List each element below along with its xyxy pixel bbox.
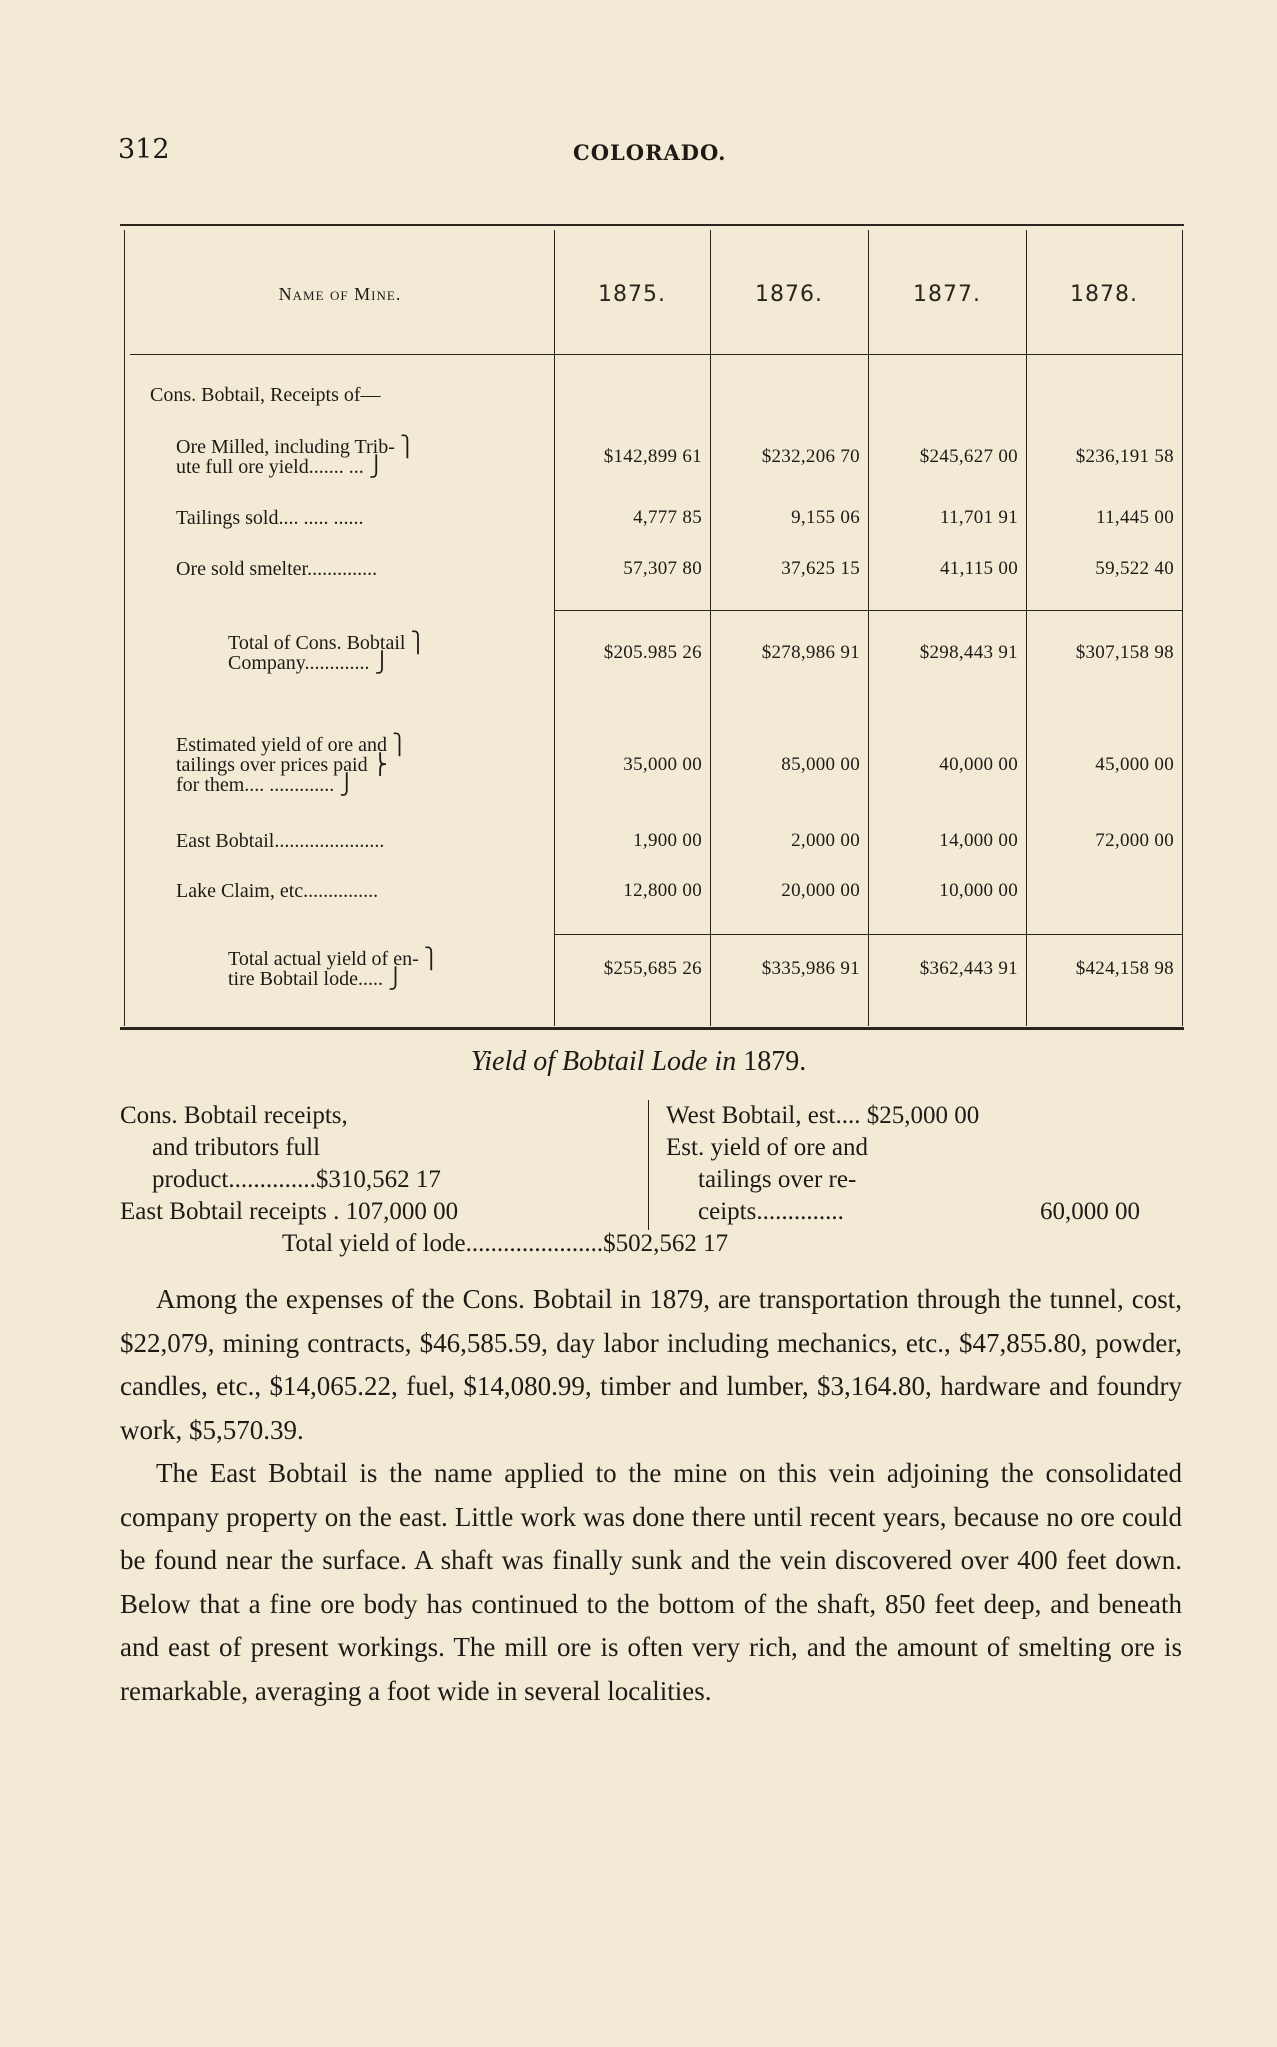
cell-1875: $255,685 26 bbox=[603, 958, 702, 979]
col-rule-4 bbox=[1026, 230, 1027, 1026]
table-bottom-rule bbox=[120, 1027, 1184, 1030]
cell-1877: 11,701 91 bbox=[940, 507, 1018, 528]
running-head bbox=[118, 134, 1180, 174]
cell-1877: $298,443 91 bbox=[919, 642, 1018, 663]
page-number: 312 bbox=[118, 134, 170, 165]
cell-1878: 72,000 00 bbox=[1095, 830, 1174, 851]
cell-1875: 1,900 00 bbox=[633, 830, 702, 851]
yield-right-line: tailings over re- bbox=[698, 1166, 857, 1193]
row-label-line: Ore sold smelter.............. bbox=[176, 558, 378, 580]
row-label-line: for them.... ............. ⎭ bbox=[176, 774, 355, 796]
cell-1876: $232,206 70 bbox=[761, 446, 860, 467]
cell-1876: $278,986 91 bbox=[761, 642, 860, 663]
cell-1876: 20,000 00 bbox=[781, 880, 860, 901]
col-rule-1 bbox=[554, 230, 555, 1026]
yield-total-line: Total yield of lode......................$502,562 17 bbox=[282, 1230, 729, 1257]
col-header-1878: 1878. bbox=[1070, 281, 1138, 307]
cell-1876: 85,000 00 bbox=[781, 754, 860, 775]
col-header-name: Name of Mine. bbox=[278, 283, 402, 304]
row-label-line: East Bobtail...................... bbox=[176, 830, 385, 852]
yield-table bbox=[120, 224, 1184, 1030]
table-top-rule bbox=[120, 224, 1184, 226]
cell-1875: $142,899 61 bbox=[603, 446, 702, 467]
row-label-line: Ore Milled, including Trib- ⎫ bbox=[176, 436, 415, 458]
yield-left-line: product..............$310,562 17 bbox=[152, 1166, 441, 1193]
yield-right-amount: 60,000 00 bbox=[1040, 1198, 1140, 1225]
cell-1877: 40,000 00 bbox=[939, 754, 1018, 775]
yield-title-prefix: Yield of Bobtail Lode in bbox=[470, 1046, 737, 1077]
cell-1877: 41,115 00 bbox=[940, 558, 1018, 579]
header-title: COLORADO. bbox=[573, 140, 727, 165]
yield-1879-title bbox=[0, 1046, 1277, 1078]
row-label-line: Lake Claim, etc............... bbox=[176, 880, 379, 902]
yield-right-line: Est. yield of ore and bbox=[666, 1134, 869, 1161]
yield-left-line: Cons. Bobtail receipts, bbox=[120, 1102, 348, 1129]
paragraph: The East Bobtail is the name applied to the mine on this vein adjoining the consolidated company property on the east. Little work was done there until recent years, because no ore could be found near the surface. A shaft was finally sunk and the vein discovered over 400 feet down. Below that a fine ore body has continued to the bottom of the shaft, 850 feet deep, and beneath and east of present workings. The mill ore is often very rich, and the amount of smelting ore is remarkable, averaging a foot wide in several localities. bbox=[120, 1458, 1182, 1706]
col-header-1875: 1875. bbox=[598, 281, 666, 307]
row-label-line: Company............. ⎭ bbox=[228, 652, 390, 674]
paragraph: Among the expenses of the Cons. Bobtail in 1879, are transportation through the tunnel, cost, $22,079, mining contracts, $46,585.59, day labor including mechanics, etc., $47,855.80, powder, candles, etc., $14,065.22, fuel, $14,080.99, timber and lumber, $3,164.80, hardware and foundry work, $5,570.39. bbox=[120, 1284, 1182, 1445]
cell-1877: 10,000 00 bbox=[939, 880, 1018, 901]
col-header-1876: 1876. bbox=[755, 281, 823, 307]
col-rule-left bbox=[124, 230, 125, 1026]
cell-1877: 14,000 00 bbox=[939, 830, 1018, 851]
cell-1878: 11,445 00 bbox=[1096, 507, 1174, 528]
section-label: Cons. Bobtail, Receipts of— bbox=[150, 384, 381, 406]
row-label-line: Total actual yield of en- ⎫ bbox=[228, 948, 439, 970]
cell-1878: $424,158 98 bbox=[1075, 958, 1174, 979]
yield-column-divider bbox=[648, 1100, 649, 1230]
cell-1878: $236,191 58 bbox=[1075, 446, 1174, 467]
yield-left-line: East Bobtail receipts . 107,000 00 bbox=[120, 1198, 459, 1225]
yield-left-line: and tributors full bbox=[152, 1134, 321, 1161]
col-rule-right bbox=[1182, 230, 1183, 1026]
yield-1879-summary bbox=[120, 1100, 1184, 1260]
cell-1878: 59,522 40 bbox=[1095, 558, 1174, 579]
header-rule bbox=[130, 354, 1182, 355]
cell-1875: $205.985 26 bbox=[603, 642, 702, 663]
col-rule-3 bbox=[868, 230, 869, 1026]
row-label-line: Tailings sold.... ..... ...... bbox=[176, 507, 364, 529]
col-header-1877: 1877. bbox=[913, 281, 981, 307]
row-label-line: Total of Cons. Bobtail ⎫ bbox=[228, 632, 426, 654]
row-label-line: tailings over prices paid ⎬ bbox=[176, 754, 388, 776]
cell-1877: $245,627 00 bbox=[919, 446, 1018, 467]
cell-1875: 4,777 85 bbox=[633, 507, 702, 528]
yield-right-line: West Bobtail, est.... $25,000 00 bbox=[666, 1102, 980, 1129]
col-rule-2 bbox=[710, 230, 711, 1026]
cell-1875: 57,307 80 bbox=[623, 558, 702, 579]
row-label-line: Estimated yield of ore and ⎫ bbox=[176, 734, 408, 756]
cell-1876: 37,625 15 bbox=[781, 558, 860, 579]
cell-1876: $335,986 91 bbox=[761, 958, 860, 979]
row-label-line: tire Bobtail lode..... ⎭ bbox=[228, 968, 403, 990]
cell-1878: $307,158 98 bbox=[1075, 642, 1174, 663]
body-text bbox=[120, 1278, 1182, 1713]
total-rule bbox=[554, 934, 1182, 935]
yield-right-line: ceipts.............. bbox=[698, 1198, 844, 1225]
cell-1876: 2,000 00 bbox=[791, 830, 860, 851]
cell-1875: 35,000 00 bbox=[623, 754, 702, 775]
subtotal-rule bbox=[554, 610, 1182, 611]
cell-1878: 45,000 00 bbox=[1095, 754, 1174, 775]
yield-title-year: 1879. bbox=[743, 1046, 807, 1077]
cell-1876: 9,155 06 bbox=[791, 507, 860, 528]
row-label-line: ute full ore yield....... ... ⎭ bbox=[176, 456, 384, 478]
cell-1877: $362,443 91 bbox=[919, 958, 1018, 979]
cell-1875: 12,800 00 bbox=[623, 880, 702, 901]
